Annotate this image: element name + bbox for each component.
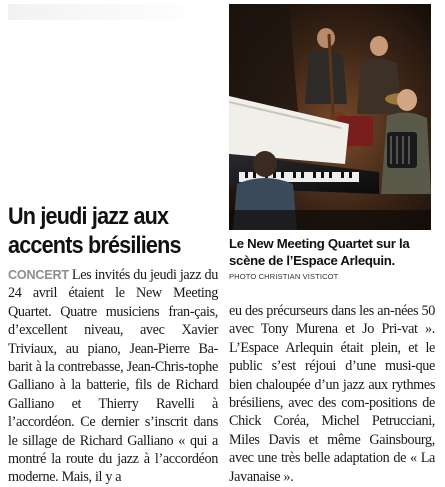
article-body-left <box>8 266 218 487</box>
photo-caption: Le New Meeting Quartet sur la scène de l’Espace Arlequin. <box>229 236 410 268</box>
article-body-left-text: Les invités du jeudi jazz du 24 avril étaient le New Meeting Quartet. Quatre musiciens fran-çais, d’excellent niveau, avec Xavier Triviaux, au piano, Jean-Pierre Ba-barit à la contrebasse, Jean-Chris-tophe Galliano à la batterie, fils de Richard Galliano et Thierry Ravelli à l’accordéon. Ce dernier s’inscrit dans le sillage de Richard Galliano « qui a montré la route du jazz à l’accordéon moderne. Mais, il y a <box>8 267 218 486</box>
article-headline: Un jeudi jazz aux accents brésiliens <box>8 203 181 259</box>
previous-article-fragment <box>8 4 208 20</box>
photo-credit: PHOTO CHRISTIAN VISTICOT <box>229 272 339 281</box>
article-body-right: eu des précurseurs dans les an-nées 50 avec Tony Murena et Jo Pri-vat ». L’Espace Arlequin était plein, et le public s’est réjoui d’une musi-que bien chaloupée d’un jazz aux rythmes brésiliens, avec des com-positions de Chick Coréa, Michel Petrucciani, Miles Davis et même Gainsbourg, avec une très belle adaptation de « La Javanaise ». <box>229 303 435 485</box>
section-kicker: CONCERT <box>8 268 69 282</box>
concert-photo <box>229 4 431 230</box>
concert-photo-illustration <box>229 4 431 230</box>
